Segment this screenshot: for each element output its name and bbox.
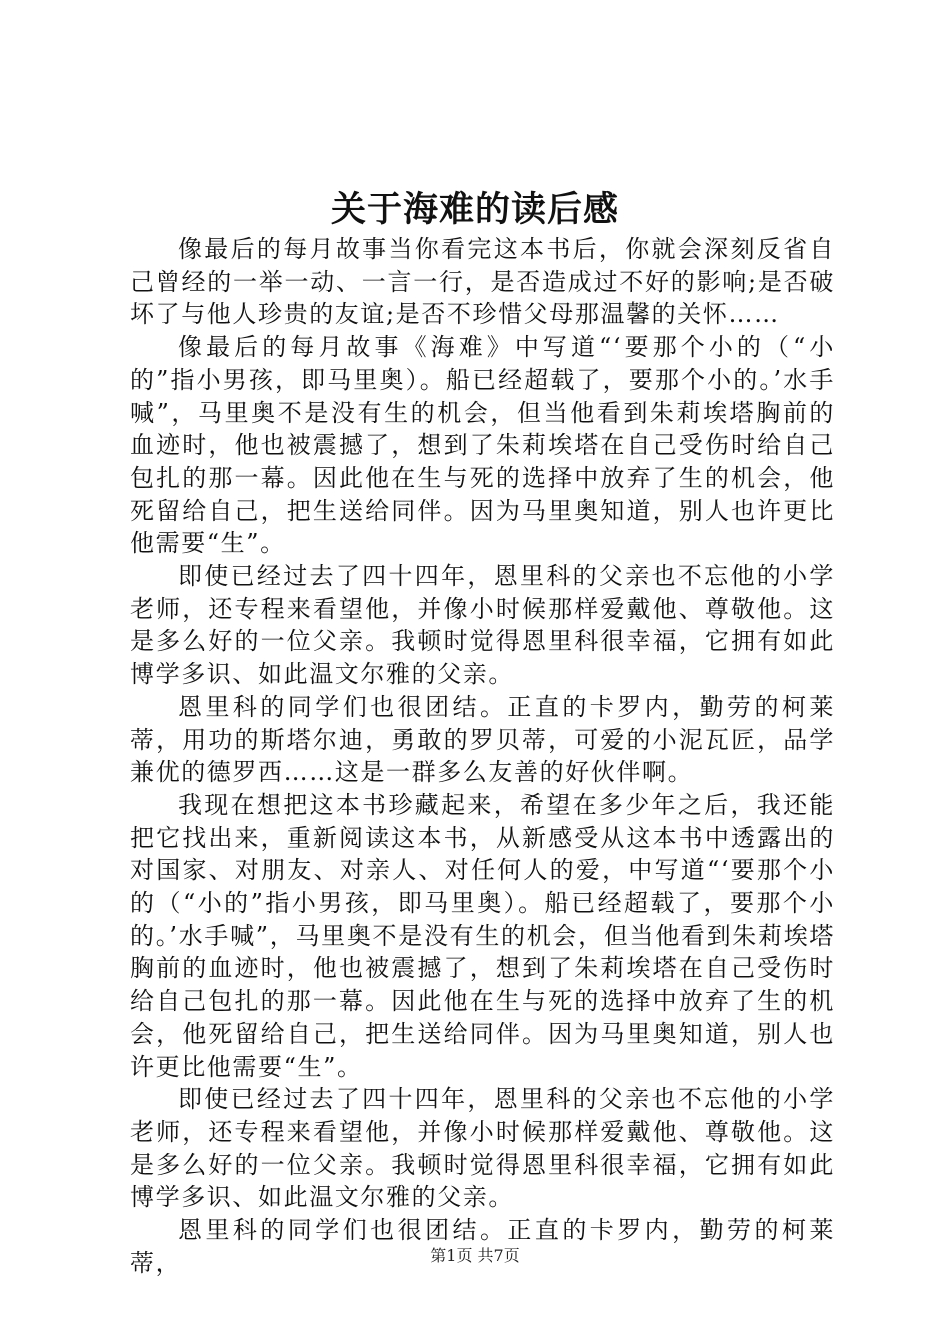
page-number-footer: 第1页 共7页 [430, 1246, 520, 1265]
paragraph-3: 即使已经过去了四十四年，恩里科的父亲也不忘他的小学老师，还专程来看望他，并像小时候那样爱戴他、尊敬他。这是多么好的一位父亲。我顿时觉得恩里科很幸福，它拥有如此博学多识、如此温文尔雅的父亲。 [130, 562, 835, 689]
paragraph-2: 像最后的每月故事《海难》中写道“‘要那个小的（“小的”指小男孩，即马里奥）。船已经超载了，要那个小的。’水手喊”，马里奥不是没有生的机会，但当他看到朱莉埃塔胸前的血迹时，他也被震撼了，想到了朱莉埃塔在自己受伤时给自己包扎的那一幕。因此他在生与死的选择中放弃了生的机会，他死留给自己，把生送给同伴。因为马里奥知道，别人也许更比他需要“生”。 [130, 333, 835, 558]
paragraph-7: 恩里科的同学们也很团结。正直的卡罗内，勤劳的柯莱蒂， [130, 1216, 835, 1277]
paragraph-1: 像最后的每月故事当你看完这本书后，你就会深刻反省自己曾经的一举一动、一言一行，是否造成过不好的影响;是否破坏了与他人珍贵的友谊;是否不珍惜父母那温馨的关怀…… [130, 235, 835, 329]
paragraph-6: 即使已经过去了四十四年，恩里科的父亲也不忘他的小学老师，还专程来看望他，并像小时候那样爱戴他、尊敬他。这是多么好的一位父亲。我顿时觉得恩里科很幸福，它拥有如此博学多识、如此温文尔雅的父亲。 [130, 1085, 835, 1212]
paragraph-5: 我现在想把这本书珍藏起来，希望在多少年之后，我还能把它找出来，重新阅读这本书，从新感受从这本书中透露出的对国家、对朋友、对亲人、对任何人的爱，中写道“‘要那个小的（“小的”指小男孩，即马里奥）。船已经超载了，要那个小的。’水手喊”，马里奥不是没有生的机会，但当他看到朱莉埃塔胸前的血迹时，他也被震撼了，想到了朱莉埃塔在自己受伤时给自己包扎的那一幕。因此他在生与死的选择中放弃了生的机会，他死留给自己，把生送给同伴。因为马里奥知道，别人也许更比他需要“生”。 [130, 790, 835, 1081]
document-body [130, 233, 835, 1280]
paragraph-4: 恩里科的同学们也很团结。正直的卡罗内，勤劳的柯莱蒂，用功的斯塔尔迪，勇敢的罗贝蒂，可爱的小泥瓦匠，品学兼优的德罗西……这是一群多么友善的好伙伴啊。 [130, 692, 835, 787]
document-title: 关于海难的读后感 [330, 189, 619, 230]
